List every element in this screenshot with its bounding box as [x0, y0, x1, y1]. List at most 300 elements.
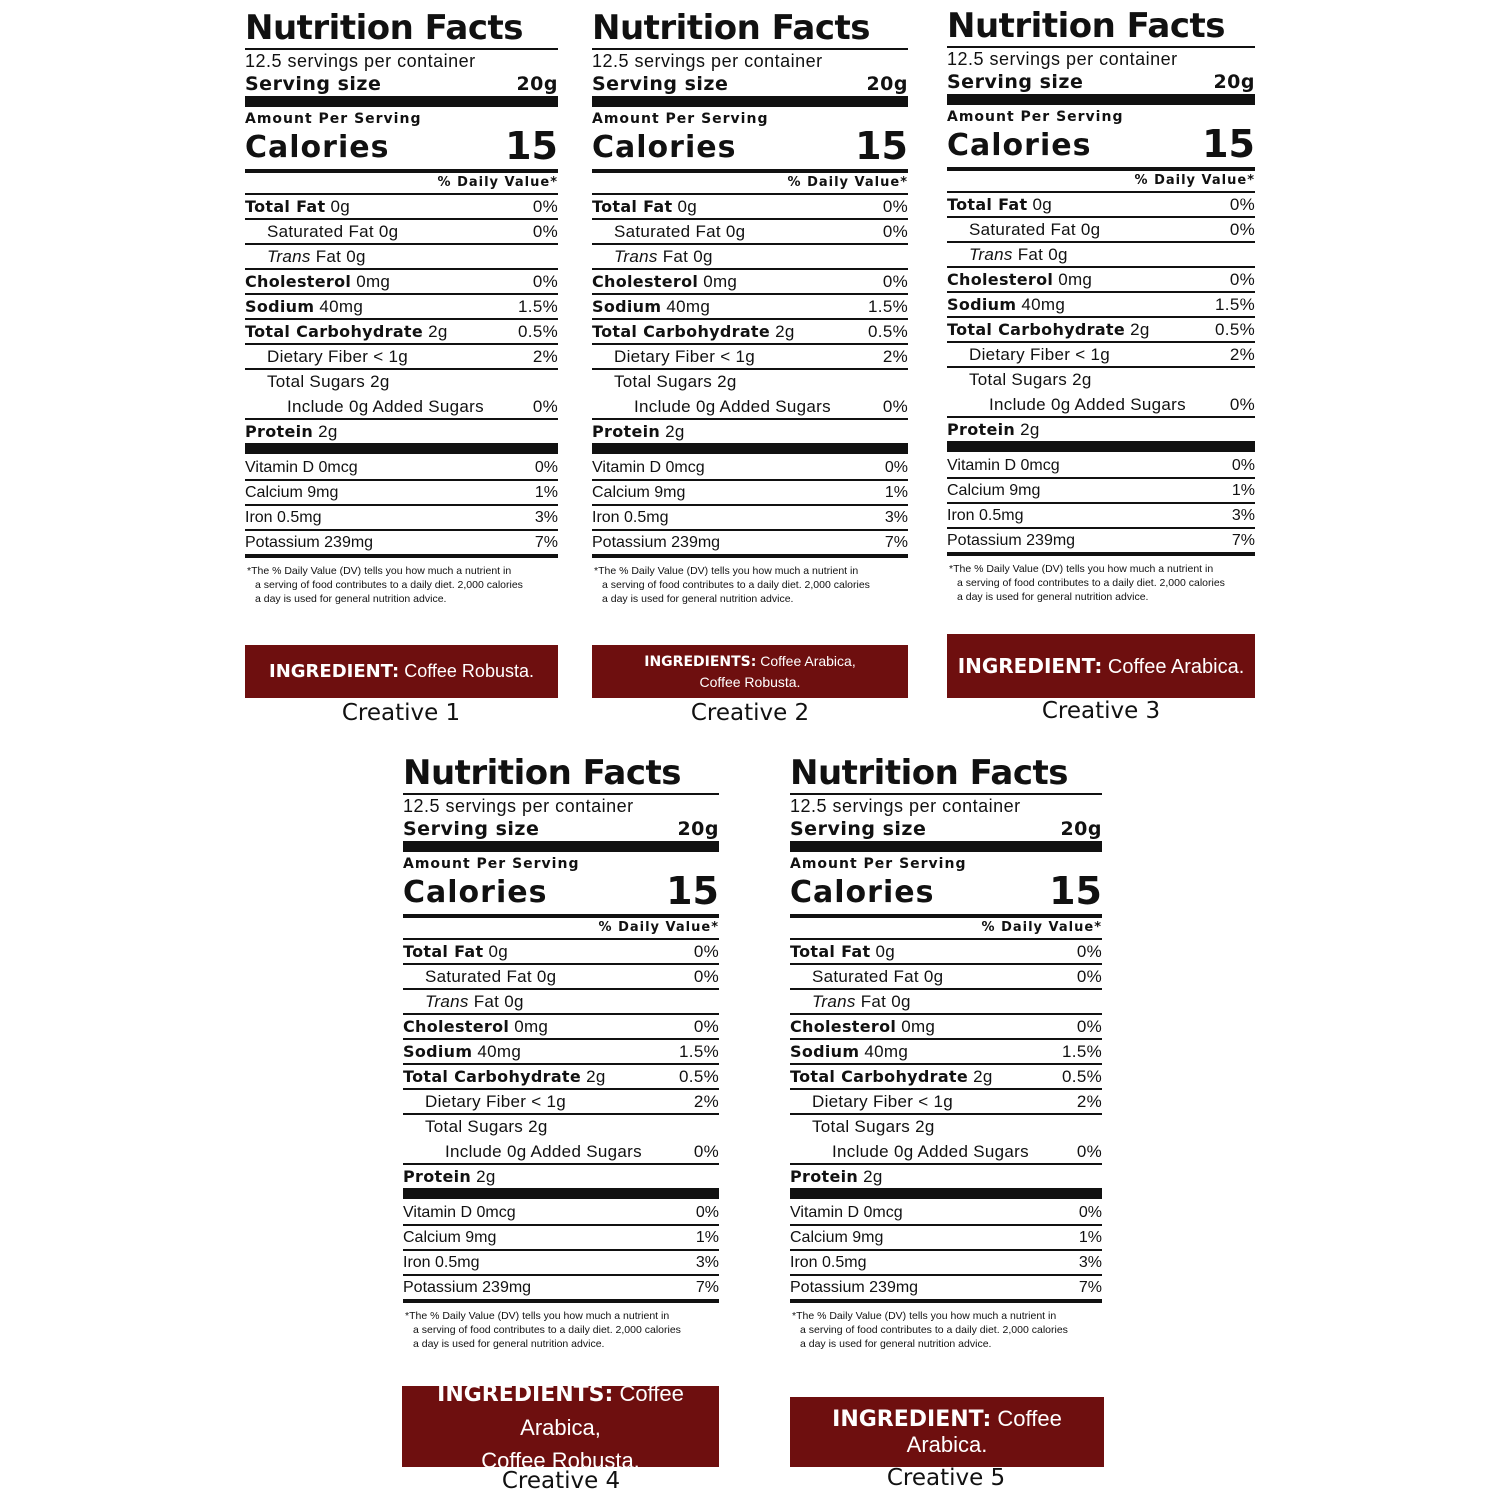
- nutrient-amount: 0mg: [356, 271, 391, 291]
- nutrient-name: Vitamin D 0mcg: [592, 458, 705, 476]
- added-sugars-row: [592, 393, 908, 420]
- nutrition-facts-label: [592, 10, 908, 606]
- serving-size-label: Serving size: [790, 818, 927, 840]
- footnote-line: a day is used for general nutrition advice.: [255, 593, 447, 605]
- amount-per-serving: Amount Per Serving: [403, 856, 580, 872]
- daily-value: 0.5%: [518, 321, 558, 341]
- daily-value: 3%: [695, 1253, 719, 1271]
- daily-value: 0%: [532, 271, 558, 291]
- nutrient-amount: 2g: [973, 1066, 993, 1086]
- cholesterol-row: [592, 270, 908, 295]
- nutrient-name: Iron 0.5mg: [790, 1253, 867, 1271]
- divider-thick: [245, 443, 558, 454]
- nutrient-name: Protein: [245, 421, 314, 441]
- daily-value: 0%: [1229, 194, 1255, 214]
- nutrient-name: Calcium 9mg: [790, 1228, 884, 1246]
- vitamin-d-row: [592, 456, 908, 481]
- nutrition-facts-title: Nutrition Facts: [947, 6, 1225, 46]
- calories-label: Calories: [592, 130, 737, 165]
- calcium-row: [592, 481, 908, 506]
- creative-caption: Creative 2: [690, 700, 810, 726]
- total-fat-row: [592, 195, 908, 220]
- daily-value: 7%: [1231, 531, 1255, 549]
- nutrient-name: Dietary Fiber < 1g: [614, 346, 755, 366]
- serving-size-row: [592, 72, 908, 96]
- total-carbohydrate-row: [790, 1065, 1102, 1090]
- iron-row: [403, 1251, 719, 1276]
- daily-value: 0%: [1229, 269, 1255, 289]
- calories-value: 15: [1049, 869, 1102, 913]
- calcium-row: [947, 479, 1255, 504]
- daily-value: 0%: [532, 396, 558, 416]
- calories-row: [790, 869, 1102, 913]
- nutrition-facts-label: [403, 755, 719, 1351]
- dietary-fiber-row: [403, 1090, 719, 1115]
- nutrition-facts-label: [245, 10, 558, 606]
- vitamin-d-row: [403, 1201, 719, 1226]
- nutrient-amount: 0mg: [703, 271, 738, 291]
- daily-value: 2%: [532, 346, 558, 366]
- serving-size-value: 20g: [1060, 818, 1102, 840]
- nutrient-name: Cholesterol: [790, 1016, 897, 1036]
- creative-2: [592, 10, 908, 730]
- saturated-fat-row: [403, 965, 719, 990]
- daily-value: 1.5%: [679, 1041, 719, 1061]
- divider-thick: [403, 841, 719, 852]
- nutrient-name: Saturated Fat 0g: [812, 966, 944, 986]
- nutrient-name: Include 0g Added Sugars: [445, 1141, 642, 1161]
- nutrient-name: Fat 0g: [662, 246, 713, 266]
- nutrient-amount: 40mg: [1021, 294, 1066, 314]
- total-sugars-row: [403, 1115, 719, 1138]
- nutrient-name: Total Fat: [403, 941, 484, 961]
- daily-value-header: % Daily Value*: [1134, 173, 1255, 188]
- serving-size-row: [790, 817, 1102, 841]
- divider-medium: [592, 554, 908, 558]
- nutrient-name: Calcium 9mg: [245, 483, 339, 501]
- divider-thick: [790, 1188, 1102, 1199]
- daily-value: 7%: [1078, 1278, 1102, 1296]
- nutrient-name: Saturated Fat 0g: [969, 219, 1101, 239]
- ingredient-line: Coffee Robusta.: [404, 661, 534, 681]
- nutrient-name: Dietary Fiber < 1g: [969, 344, 1110, 364]
- creative-caption: Creative 1: [341, 700, 461, 726]
- daily-value: 0.5%: [679, 1066, 719, 1086]
- serving-size-value: 20g: [866, 73, 908, 95]
- ingredient-line: Coffee Robusta.: [699, 674, 801, 690]
- nutrient-name: Total Sugars 2g: [614, 371, 737, 391]
- serving-size-value: 20g: [516, 73, 558, 95]
- nutrient-name: Calcium 9mg: [592, 483, 686, 501]
- protein-row: [947, 418, 1255, 441]
- ingredient-key: INGREDIENT:: [957, 653, 1103, 678]
- serving-size-row: [403, 817, 719, 841]
- nutrient-name: Saturated Fat 0g: [267, 221, 399, 241]
- daily-value: 0%: [882, 196, 908, 216]
- added-sugars-row: [790, 1138, 1102, 1165]
- daily-value: 3%: [1231, 506, 1255, 524]
- nutrient-name: Total Sugars 2g: [425, 1116, 548, 1136]
- daily-value-footnote: [790, 1309, 1102, 1351]
- nutrient-name: Total Fat: [592, 196, 673, 216]
- daily-value: 0%: [882, 221, 908, 241]
- daily-value: 0%: [693, 966, 719, 986]
- sodium-row: [592, 295, 908, 320]
- calories-value: 15: [855, 124, 908, 168]
- daily-value-header: % Daily Value*: [437, 175, 558, 190]
- nutrient-amount: 40mg: [319, 296, 364, 316]
- creative-3: [947, 8, 1255, 728]
- daily-value: 2%: [882, 346, 908, 366]
- trans-fat-row: [403, 990, 719, 1015]
- daily-value: 0%: [1076, 966, 1102, 986]
- iron-row: [245, 506, 558, 531]
- divider-medium: [403, 1299, 719, 1303]
- daily-value: 0.5%: [868, 321, 908, 341]
- servings-per-container: 12.5 servings per container: [947, 49, 1178, 69]
- nutrient-name: Sodium: [947, 294, 1017, 314]
- total-fat-row: [947, 193, 1255, 218]
- daily-value: 1%: [1231, 481, 1255, 499]
- divider-thick: [947, 441, 1255, 452]
- nutrient-name: Sodium: [403, 1041, 473, 1061]
- daily-value: 1.5%: [1062, 1041, 1102, 1061]
- daily-value-footnote: [592, 564, 908, 606]
- amount-per-serving: Amount Per Serving: [592, 111, 769, 127]
- saturated-fat-row: [947, 218, 1255, 243]
- footnote-line: a day is used for general nutrition advice.: [957, 591, 1149, 603]
- nutrient-amount: 2g: [428, 321, 448, 341]
- nutrient-name: Cholesterol: [403, 1016, 510, 1036]
- daily-value: 0%: [1076, 1016, 1102, 1036]
- nutrient-name-italic: Trans: [614, 246, 658, 266]
- nutrient-amount: 2g: [775, 321, 795, 341]
- trans-fat-row: [790, 990, 1102, 1015]
- nutrient-amount: 0g: [1032, 194, 1052, 214]
- sodium-row: [245, 295, 558, 320]
- vitamin-d-row: [790, 1201, 1102, 1226]
- servings-per-container: 12.5 servings per container: [592, 51, 823, 71]
- footnote-line: a serving of food contributes to a daily diet. 2,000 calories: [957, 577, 1225, 589]
- amount-per-serving: Amount Per Serving: [947, 109, 1124, 125]
- nutrient-amount: 0mg: [514, 1016, 549, 1036]
- nutrient-amount: 2g: [665, 421, 685, 441]
- nutrition-facts-title: Nutrition Facts: [245, 8, 523, 48]
- total-sugars-row: [592, 370, 908, 393]
- calcium-row: [403, 1226, 719, 1251]
- dietary-fiber-row: [245, 345, 558, 370]
- nutrient-name: Cholesterol: [592, 271, 699, 291]
- creative-1: [245, 10, 558, 730]
- nutrient-name: Total Sugars 2g: [812, 1116, 935, 1136]
- daily-value: 0%: [532, 221, 558, 241]
- daily-value: 3%: [534, 508, 558, 526]
- serving-size-label: Serving size: [245, 73, 382, 95]
- trans-fat-row: [245, 245, 558, 270]
- potassium-row: [947, 529, 1255, 552]
- nutrient-name: Sodium: [790, 1041, 860, 1061]
- serving-size-label: Serving size: [403, 818, 540, 840]
- total-sugars-row: [790, 1115, 1102, 1138]
- calories-row: [947, 122, 1255, 166]
- nutrient-name: Total Sugars 2g: [969, 369, 1092, 389]
- servings-per-container: 12.5 servings per container: [790, 796, 1021, 816]
- cholesterol-row: [245, 270, 558, 295]
- ingredient-key: INGREDIENT:: [832, 1407, 992, 1432]
- protein-row: [245, 420, 558, 443]
- total-sugars-row: [245, 370, 558, 393]
- serving-size-label: Serving size: [947, 71, 1084, 93]
- daily-value-footnote: [245, 564, 558, 606]
- added-sugars-row: [403, 1138, 719, 1165]
- daily-value-header: % Daily Value*: [598, 920, 719, 935]
- nutrition-facts-title: Nutrition Facts: [403, 753, 681, 793]
- total-sugars-row: [947, 368, 1255, 391]
- amount-per-serving: Amount Per Serving: [790, 856, 967, 872]
- nutrient-name: Include 0g Added Sugars: [989, 394, 1186, 414]
- nutrient-name: Cholesterol: [245, 271, 352, 291]
- servings-per-container: 12.5 servings per container: [403, 796, 634, 816]
- divider-thick: [245, 96, 558, 107]
- footnote-line: *The % Daily Value (DV) tells you how much a nutrient in: [792, 1310, 1057, 1322]
- daily-value: 1.5%: [518, 296, 558, 316]
- daily-value: 0%: [693, 941, 719, 961]
- daily-value: 0%: [1076, 941, 1102, 961]
- nutrient-name-italic: Trans: [425, 991, 469, 1011]
- footnote-line: *The % Daily Value (DV) tells you how much a nutrient in: [405, 1310, 670, 1322]
- footnote-line: *The % Daily Value (DV) tells you how much a nutrient in: [949, 563, 1214, 575]
- protein-row: [403, 1165, 719, 1188]
- nutrient-name-italic: Trans: [267, 246, 311, 266]
- nutrient-name: Include 0g Added Sugars: [634, 396, 831, 416]
- footnote-line: a serving of food contributes to a daily diet. 2,000 calories: [800, 1324, 1068, 1336]
- nutrient-amount: 0g: [488, 941, 508, 961]
- daily-value: 0%: [882, 396, 908, 416]
- daily-value: 0%: [693, 1141, 719, 1161]
- nutrient-name: Sodium: [245, 296, 315, 316]
- nutrient-amount: 2g: [863, 1166, 883, 1186]
- daily-value: 0%: [532, 196, 558, 216]
- nutrient-name: Total Fat: [245, 196, 326, 216]
- calories-value: 15: [666, 869, 719, 913]
- daily-value: 0%: [1229, 394, 1255, 414]
- cholesterol-row: [947, 268, 1255, 293]
- divider-thick: [592, 443, 908, 454]
- calories-label: Calories: [403, 875, 548, 910]
- nutrient-name: Dietary Fiber < 1g: [267, 346, 408, 366]
- ingredient-line: Coffee Arabica,: [760, 653, 856, 669]
- nutrient-amount: 2g: [318, 421, 338, 441]
- servings-per-container: 12.5 servings per container: [245, 51, 476, 71]
- nutrient-name: Iron 0.5mg: [245, 508, 322, 526]
- nutrient-name: Total Carbohydrate: [790, 1066, 969, 1086]
- daily-value: 7%: [695, 1278, 719, 1296]
- daily-value: 0%: [534, 458, 558, 476]
- daily-value: 1%: [1078, 1228, 1102, 1246]
- nutrient-name: Potassium 239mg: [790, 1278, 919, 1296]
- ingredient-line: Coffee Arabica,: [520, 1380, 684, 1440]
- nutrient-name: Fat 0g: [860, 991, 911, 1011]
- divider-medium: [947, 552, 1255, 556]
- nutrition-facts-title: Nutrition Facts: [790, 753, 1068, 793]
- ingredient-banner: [245, 645, 558, 698]
- total-carbohydrate-row: [403, 1065, 719, 1090]
- serving-size-value: 20g: [677, 818, 719, 840]
- nutrient-name: Sodium: [592, 296, 662, 316]
- calories-row: [245, 124, 558, 168]
- nutrient-name: Iron 0.5mg: [592, 508, 669, 526]
- nutrient-amount: 40mg: [666, 296, 711, 316]
- dietary-fiber-row: [790, 1090, 1102, 1115]
- daily-value: 1%: [884, 483, 908, 501]
- nutrient-name: Potassium 239mg: [245, 533, 374, 551]
- nutrient-name: Saturated Fat 0g: [614, 221, 746, 241]
- amount-per-serving: Amount Per Serving: [245, 111, 422, 127]
- trans-fat-row: [592, 245, 908, 270]
- daily-value: 0%: [1076, 1141, 1102, 1161]
- nutrient-name: Include 0g Added Sugars: [832, 1141, 1029, 1161]
- daily-value-header: % Daily Value*: [981, 920, 1102, 935]
- added-sugars-row: [245, 393, 558, 420]
- nutrient-name: Protein: [592, 421, 661, 441]
- sodium-row: [947, 293, 1255, 318]
- nutrient-amount: 0g: [330, 196, 350, 216]
- daily-value: 3%: [884, 508, 908, 526]
- nutrition-facts-label: [790, 755, 1102, 1351]
- ingredient-banner: [790, 1397, 1104, 1467]
- ingredient-key: INGREDIENT:: [269, 661, 400, 682]
- divider-thick: [403, 1188, 719, 1199]
- nutrient-name: Cholesterol: [947, 269, 1054, 289]
- nutrient-name: Total Carbohydrate: [947, 319, 1126, 339]
- nutrient-amount: 40mg: [477, 1041, 522, 1061]
- calories-value: 15: [505, 124, 558, 168]
- trans-fat-row: [947, 243, 1255, 268]
- daily-value: 0%: [693, 1016, 719, 1036]
- iron-row: [592, 506, 908, 531]
- nutrient-amount: 2g: [586, 1066, 606, 1086]
- nutrient-name: Total Fat: [790, 941, 871, 961]
- nutrient-name: Fat 0g: [473, 991, 524, 1011]
- daily-value: 0%: [1078, 1203, 1102, 1221]
- ingredient-line: Coffee Arabica.: [906, 1406, 1062, 1457]
- daily-value: 0%: [884, 458, 908, 476]
- iron-row: [790, 1251, 1102, 1276]
- ingredient-line: Coffee Arabica.: [1107, 655, 1245, 678]
- ingredient-banner: [592, 645, 908, 698]
- creative-4: [403, 755, 719, 1495]
- nutrient-amount: 0g: [677, 196, 697, 216]
- nutrient-name: Potassium 239mg: [592, 533, 721, 551]
- nutrient-amount: 40mg: [864, 1041, 909, 1061]
- sodium-row: [403, 1040, 719, 1065]
- total-carbohydrate-row: [245, 320, 558, 345]
- daily-value: 0%: [882, 271, 908, 291]
- daily-value-footnote: [403, 1309, 719, 1351]
- iron-row: [947, 504, 1255, 529]
- daily-value: 0.5%: [1215, 319, 1255, 339]
- nutrient-name: Calcium 9mg: [403, 1228, 497, 1246]
- calcium-row: [245, 481, 558, 506]
- nutrient-amount: 0mg: [901, 1016, 936, 1036]
- calories-value: 15: [1202, 122, 1255, 166]
- protein-row: [592, 420, 908, 443]
- nutrient-amount: 0mg: [1058, 269, 1093, 289]
- potassium-row: [245, 531, 558, 554]
- calories-row: [403, 869, 719, 913]
- nutrition-facts-title: Nutrition Facts: [592, 8, 870, 48]
- footnote-line: *The % Daily Value (DV) tells you how much a nutrient in: [247, 565, 512, 577]
- cholesterol-row: [403, 1015, 719, 1040]
- footnote-line: a day is used for general nutrition advice.: [413, 1338, 605, 1350]
- daily-value: 2%: [693, 1091, 719, 1111]
- nutrient-amount: 2g: [476, 1166, 496, 1186]
- potassium-row: [403, 1276, 719, 1299]
- serving-size-row: [245, 72, 558, 96]
- protein-row: [790, 1165, 1102, 1188]
- nutrient-name: Total Carbohydrate: [592, 321, 771, 341]
- divider-thick: [947, 94, 1255, 105]
- nutrient-name: Protein: [790, 1166, 859, 1186]
- nutrient-amount: 0g: [875, 941, 895, 961]
- divider-medium: [245, 554, 558, 558]
- divider-medium: [790, 1299, 1102, 1303]
- nutrient-name: Potassium 239mg: [947, 531, 1076, 549]
- nutrient-name: Iron 0.5mg: [947, 506, 1024, 524]
- daily-value: 2%: [1229, 344, 1255, 364]
- nutrient-name: Total Sugars 2g: [267, 371, 390, 391]
- nutrient-name: Dietary Fiber < 1g: [812, 1091, 953, 1111]
- nutrient-name-italic: Trans: [969, 244, 1013, 264]
- creative-caption: Creative 4: [501, 1468, 621, 1494]
- daily-value: 0.5%: [1062, 1066, 1102, 1086]
- total-carbohydrate-row: [947, 318, 1255, 343]
- footnote-line: a serving of food contributes to a daily diet. 2,000 calories: [602, 579, 870, 591]
- daily-value: 1%: [534, 483, 558, 501]
- nutrient-name: Vitamin D 0mcg: [245, 458, 358, 476]
- nutrient-name: Calcium 9mg: [947, 481, 1041, 499]
- creative-caption: Creative 5: [886, 1465, 1006, 1491]
- daily-value: 0%: [1229, 219, 1255, 239]
- footnote-line: *The % Daily Value (DV) tells you how much a nutrient in: [594, 565, 859, 577]
- potassium-row: [790, 1276, 1102, 1299]
- saturated-fat-row: [592, 220, 908, 245]
- nutrient-name: Vitamin D 0mcg: [403, 1203, 516, 1221]
- nutrient-name: Potassium 239mg: [403, 1278, 532, 1296]
- nutrient-name: Total Carbohydrate: [403, 1066, 582, 1086]
- nutrient-name: Vitamin D 0mcg: [790, 1203, 903, 1221]
- daily-value-footnote: [947, 562, 1255, 604]
- daily-value: 0%: [695, 1203, 719, 1221]
- footnote-line: a day is used for general nutrition advice.: [602, 593, 794, 605]
- ingredient-key: INGREDIENTS:: [644, 654, 757, 670]
- footnote-line: a serving of food contributes to a daily diet. 2,000 calories: [255, 579, 523, 591]
- daily-value: 2%: [1076, 1091, 1102, 1111]
- ingredient-line: Coffee Robusta.: [481, 1447, 640, 1473]
- daily-value: 7%: [534, 533, 558, 551]
- daily-value: 1%: [695, 1228, 719, 1246]
- total-carbohydrate-row: [592, 320, 908, 345]
- nutrient-name: Protein: [947, 419, 1016, 439]
- daily-value: 7%: [884, 533, 908, 551]
- divider-thick: [592, 96, 908, 107]
- nutrient-name-italic: Trans: [812, 991, 856, 1011]
- daily-value: 3%: [1078, 1253, 1102, 1271]
- ingredient-key: INGREDIENTS:: [437, 1381, 614, 1407]
- nutrient-amount: 2g: [1130, 319, 1150, 339]
- dietary-fiber-row: [592, 345, 908, 370]
- nutrient-name: Fat 0g: [315, 246, 366, 266]
